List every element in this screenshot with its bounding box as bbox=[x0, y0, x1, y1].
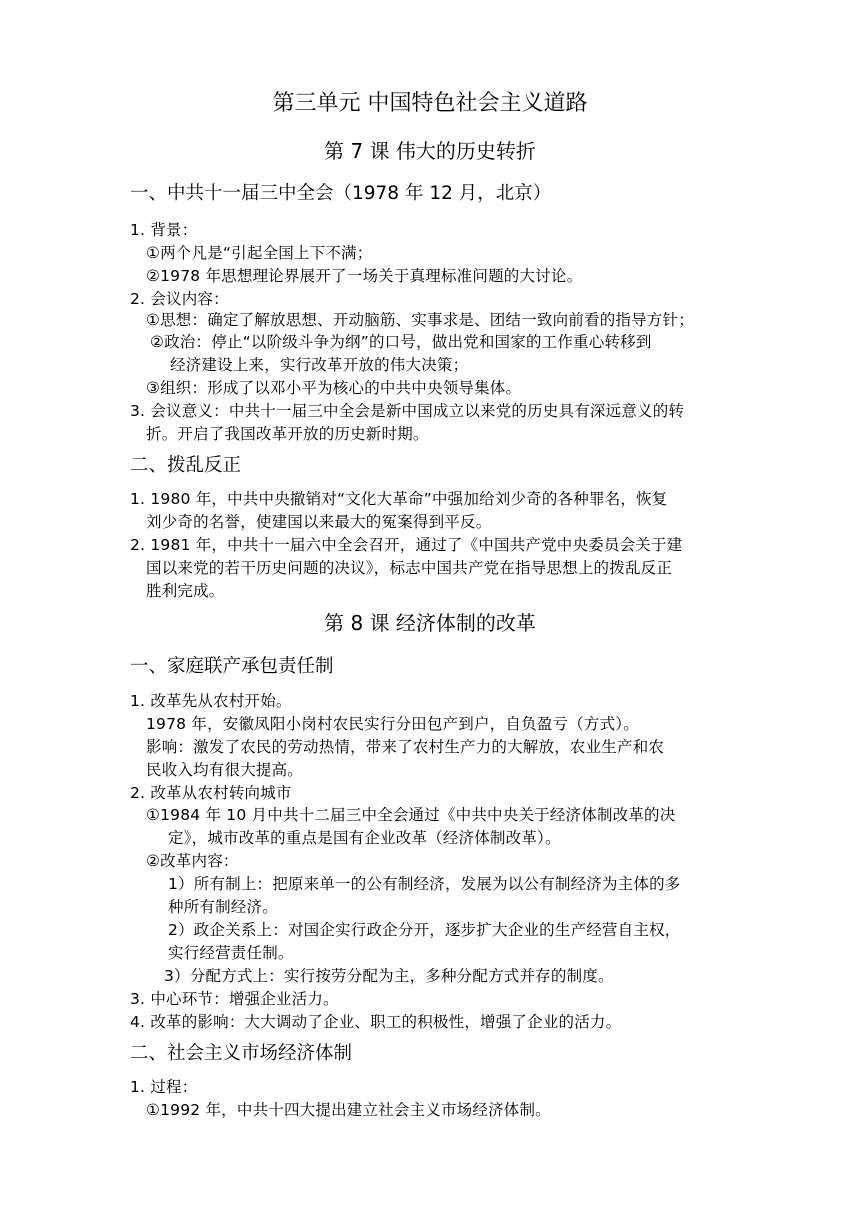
text-line: 经济建设上来，实行改革开放的伟大决策； bbox=[170, 356, 469, 374]
text-line: 2. 改革从农村转向城市 bbox=[130, 784, 292, 802]
text-line: 1）所有制上：把原来单一的公有制经济，发展为以公有制经济为主体的多 bbox=[168, 875, 681, 893]
lesson-7-title: 第 7 课 伟大的历史转折 bbox=[324, 139, 536, 163]
text-line: ③组织：形成了以邓小平为核心的中共中央领导集体。 bbox=[146, 379, 522, 397]
text-line: 种所有制经济。 bbox=[168, 898, 278, 916]
text-line: ②1978 年思想理论界展开了一场关于真理标准问题的大讨论。 bbox=[146, 267, 583, 285]
text-line: 胜利完成。 bbox=[146, 582, 225, 600]
unit-title: 第三单元 中国特色社会主义道路 bbox=[272, 91, 588, 116]
lesson-8-section-1-heading: 一、家庭联产承包责任制 bbox=[130, 656, 334, 677]
text-line: 1. 1980 年，中共中央撤销对“文化大革命”中强加给刘少奇的各种罪名，恢复 bbox=[130, 490, 668, 508]
text-line: ②改革内容： bbox=[146, 852, 239, 870]
text-line: ①1984 年 10 月中共十二届三中全会通过《中共中央关于经济体制改革的决 bbox=[146, 806, 676, 824]
text-line: 1. 过程： bbox=[130, 1078, 198, 1096]
text-line: ②政治：停止“以阶级斗争为纲”的口号，做出党和国家的工作重心转移到 bbox=[150, 333, 652, 351]
lesson-7-section-2-heading: 二、拨乱反正 bbox=[130, 455, 242, 476]
text-line: 3. 中心环节：增强企业活力。 bbox=[130, 990, 339, 1008]
text-line: 刘少奇的名誉，使建国以来最大的冤案得到平反。 bbox=[146, 513, 492, 531]
text-line: 1. 改革先从农村开始。 bbox=[130, 692, 292, 710]
text-line: 4. 改革的影响：大大调动了企业、职工的积极性，增强了企业的活力。 bbox=[130, 1013, 622, 1031]
text-line: 1. 背景： bbox=[130, 221, 198, 239]
lesson-7-section-1-heading: 一、中共十一届三中全会（1978 年 12 月，北京） bbox=[130, 183, 552, 204]
text-line: 定》，城市改革的重点是国有企业改革（经济体制改革）。 bbox=[168, 829, 561, 847]
text-line: 实行经营责任制。 bbox=[168, 944, 294, 962]
lesson-8-section-2-heading: 二、社会主义市场经济体制 bbox=[130, 1043, 353, 1064]
text-line: ①两个凡是“引起全国上下不满； bbox=[146, 244, 373, 262]
text-line: 民收入均有很大提高。 bbox=[146, 761, 304, 779]
text-line: 1978 年，安徽凤阳小岗村农民实行分田包产到户，自负盈亏（方式）。 bbox=[146, 715, 639, 733]
text-line: 2）政企关系上：对国企实行政企分开，逐步扩大企业的生产经营自主权， bbox=[168, 921, 681, 939]
text-line: 3）分配方式上：实行按劳分配为主，多种分配方式并存的制度。 bbox=[164, 967, 614, 985]
text-line: 2. 会议内容： bbox=[130, 290, 229, 308]
text-line: 2. 1981 年，中共十一届六中全会召开，通过了《中国共产党中央委员会关于建 bbox=[130, 536, 683, 554]
text-line: 影响：激发了农民的劳动热情，带来了农村生产力的大解放，农业生产和农 bbox=[146, 738, 665, 756]
text-line: ①思想：确定了解放思想、开动脑筋、实事求是、团结一致向前看的指导方针； bbox=[146, 311, 694, 329]
text-line: 国以来党的若干历史问题的决议》，标志中国共产党在指导思想上的拨乱反正 bbox=[146, 559, 673, 577]
lesson-8-title: 第 8 课 经济体制的改革 bbox=[324, 611, 536, 635]
text-line: ①1992 年，中共十四大提出建立社会主义市场经济体制。 bbox=[146, 1101, 551, 1119]
text-line: 3. 会议意义：中共十一届三中全会是新中国成立以来党的历史具有深远意义的转 bbox=[130, 402, 685, 420]
text-line: 折。开启了我国改革开放的历史新时期。 bbox=[146, 425, 429, 443]
